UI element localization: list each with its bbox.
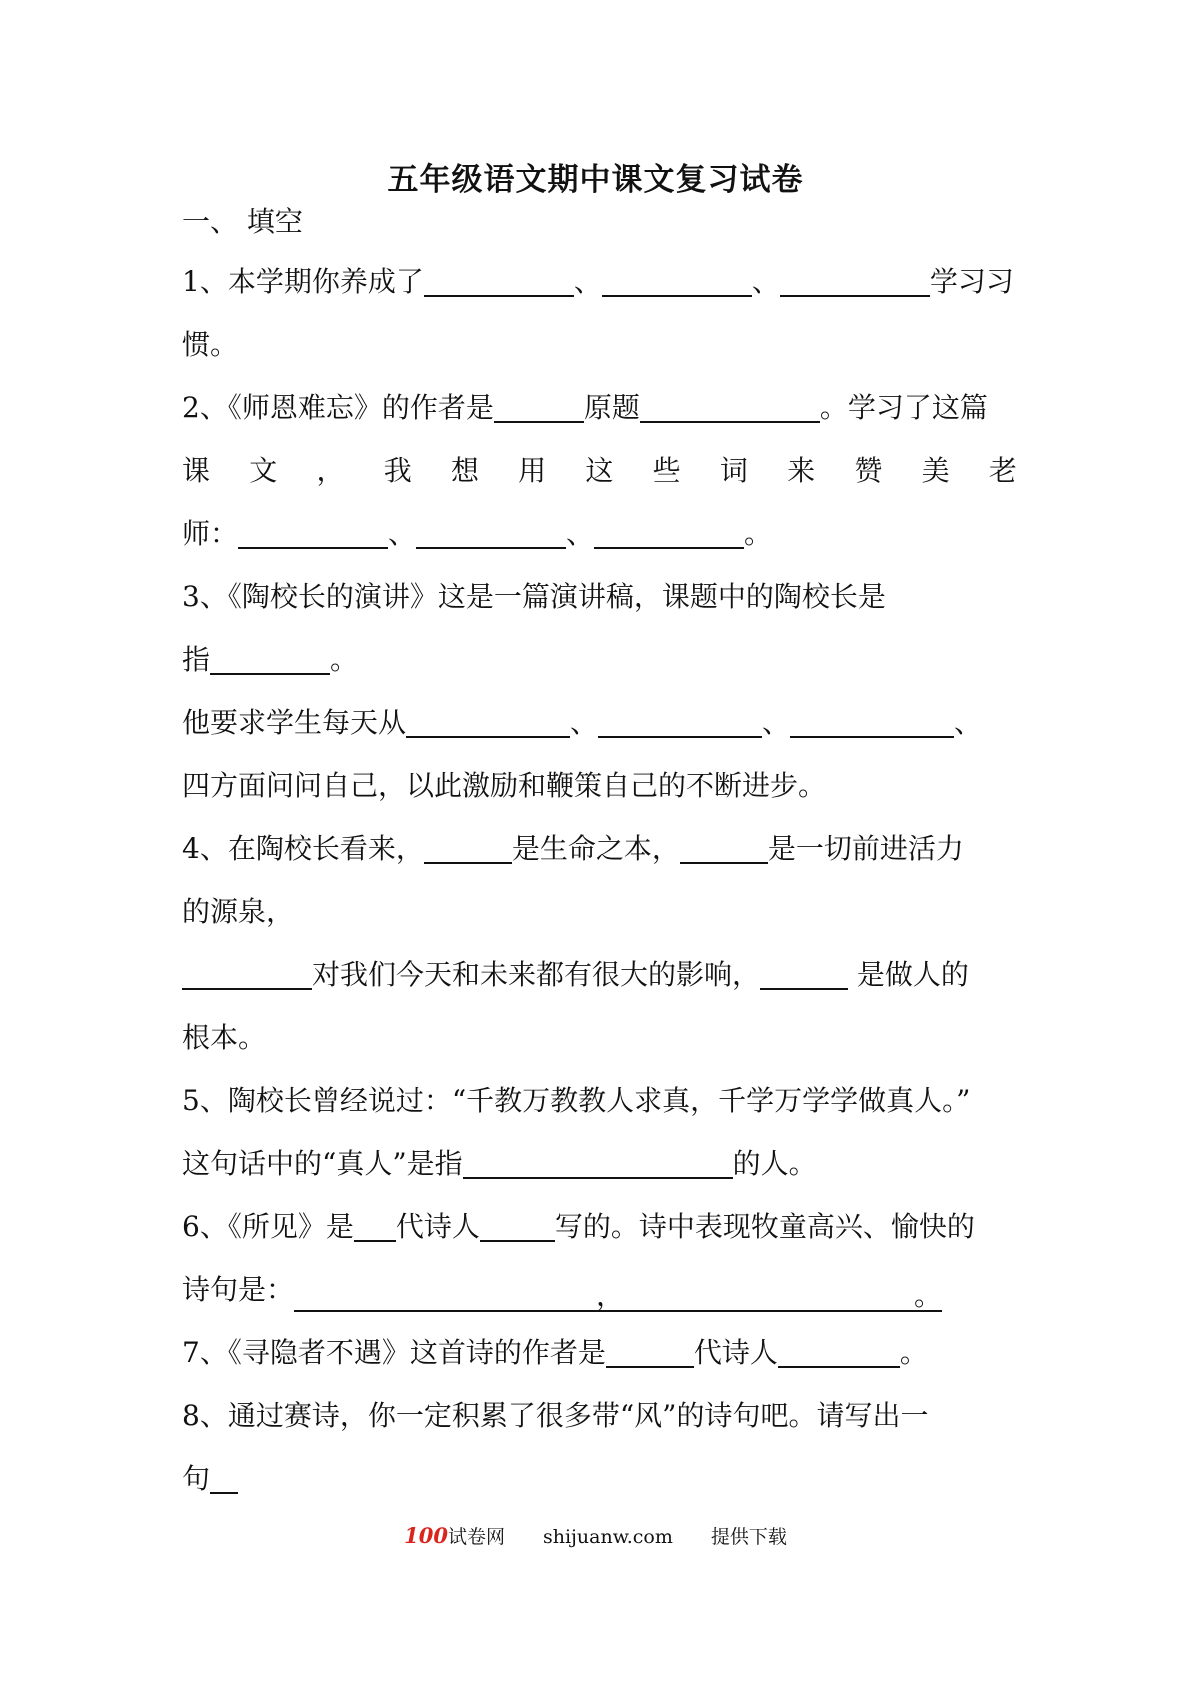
question-1-line-1: 1、本学期你养成了 、 、 学习习: [182, 265, 1014, 298]
question-3-line-4: 四方面问问自己，以此激励和鞭策自己的不断进步。: [182, 769, 827, 802]
question-4-line-2: 的源泉，: [182, 895, 295, 928]
site-url[interactable]: shijuanw.com: [542, 1526, 673, 1548]
answer-blank[interactable]: [760, 958, 848, 990]
page-footer: [0, 1522, 1191, 1549]
answer-blank[interactable]: [210, 643, 330, 675]
question-4-line-4: 根本。: [182, 1021, 267, 1054]
answer-blank[interactable]: [680, 832, 768, 864]
footer-note: 提供下载: [710, 1526, 787, 1548]
answer-blank[interactable]: [354, 1210, 396, 1242]
answer-blank[interactable]: [424, 832, 512, 864]
question-5-line-1: 5、陶校长曾经说过：“千教万教教人求真，千学万学学做真人。”: [182, 1084, 971, 1117]
answer-blank[interactable]: [480, 1210, 555, 1242]
question-3-line-1: 3、《陶校长的演讲》这是一篇演讲稿，课题中的陶校长是: [182, 580, 886, 613]
question-2-line-2: 课 文 ， 我 想 用 这 些 词 来 赞 美 老: [182, 454, 1017, 487]
question-2-line-1: 2、《师恩难忘》的作者是 原题 。学习了这篇: [182, 391, 988, 424]
question-3-line-2: 指 。: [182, 643, 359, 676]
question-6-line-1: 6、《所见》是 代诗人 写的。诗中表现牧童高兴、愉快的: [182, 1210, 975, 1243]
section-heading: 一、 填空: [182, 205, 303, 238]
question-1-line-2: 惯。: [182, 328, 239, 361]
answer-blank[interactable]: [790, 706, 954, 738]
answer-blank[interactable]: [778, 1336, 900, 1368]
site-logo: 100: [404, 1523, 448, 1548]
answer-blank[interactable]: [182, 958, 312, 990]
answer-blank[interactable]: [598, 706, 762, 738]
question-3-line-3: 他要求学生每天从 、 、 、: [182, 706, 983, 739]
answer-blank[interactable]: [238, 517, 388, 549]
answer-blank[interactable]: [594, 517, 744, 549]
answer-blank[interactable]: [606, 1336, 694, 1368]
answer-blank[interactable]: [463, 1147, 733, 1179]
question-8-line-1: 8、通过赛诗，你一定积累了很多带“风”的诗句吧。请写出一: [182, 1399, 929, 1432]
question-4-line-3: 对我们今天和未来都有很大的影响， 是做人的: [182, 955, 1017, 995]
answer-blank[interactable]: [416, 517, 566, 549]
answer-blank[interactable]: [494, 391, 584, 423]
answer-blank[interactable]: [640, 391, 820, 423]
question-6-line-2: 诗句是： ， 。: [182, 1273, 943, 1312]
answer-blank[interactable]: [602, 265, 752, 297]
question-5-line-2: 这句话中的“真人”是指 的人。: [182, 1147, 817, 1180]
question-7-line-1: 7、《寻隐者不遇》这首诗的作者是 代诗人 。: [182, 1336, 928, 1369]
answer-blank[interactable]: [406, 706, 570, 738]
answer-blank[interactable]: [210, 1462, 238, 1494]
answer-blank[interactable]: ， 。: [294, 1276, 942, 1312]
question-4-line-1: 4、在陶校长看来， 是生命之本， 是一切前进活力: [182, 832, 964, 865]
site-logo-text: 试卷网: [447, 1526, 505, 1548]
question-8-line-2: 句: [182, 1459, 1017, 1499]
question-2-line-3: 师： 、 、 。: [182, 517, 773, 550]
page-title: 五年级语文期中课文复习试卷: [387, 162, 804, 198]
answer-blank[interactable]: [780, 265, 930, 297]
answer-blank[interactable]: [424, 265, 574, 297]
